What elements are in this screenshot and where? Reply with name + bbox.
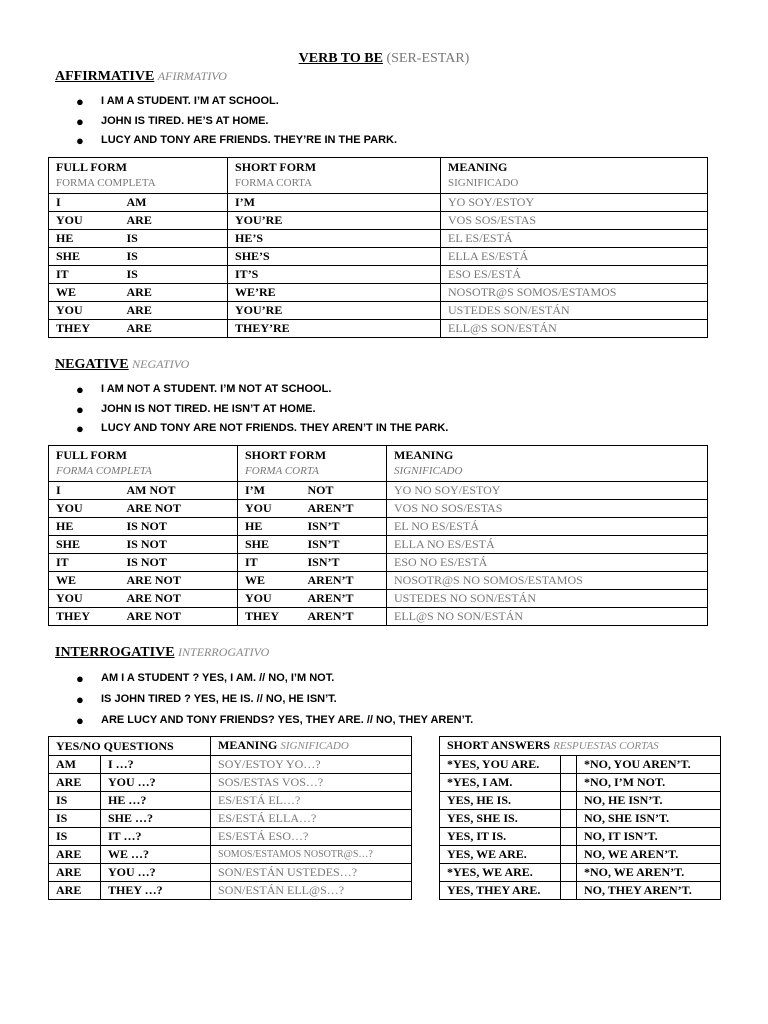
verb-cell: ARE NOT bbox=[120, 572, 238, 590]
interrogative-heading-sub: INTERROGATIVO bbox=[178, 645, 270, 659]
bullet-icon: ● bbox=[76, 713, 84, 728]
bullet-icon: ● bbox=[76, 382, 84, 397]
table-row bbox=[440, 792, 721, 810]
table-row bbox=[49, 212, 708, 230]
meaning-cell: VOS SOS/ESTAS bbox=[441, 212, 708, 230]
pronoun-cell: I bbox=[49, 194, 120, 212]
title-main: VERB TO BE bbox=[298, 51, 383, 66]
affirmative-heading-main: AFFIRMATIVE bbox=[55, 69, 155, 84]
table-row bbox=[49, 846, 412, 864]
verb-cell: IS bbox=[49, 810, 101, 828]
pronoun-cell: THEY bbox=[49, 320, 120, 338]
verb-cell: IS bbox=[120, 230, 228, 248]
pronoun-cell: WE bbox=[49, 284, 120, 302]
list-item: ● AM I A STUDENT ? YES, I AM. // NO, I’M NOT. bbox=[72, 668, 473, 689]
table-row bbox=[49, 792, 412, 810]
list-item: ● JOHN IS NOT TIRED. HE ISN’T AT HOME. bbox=[72, 400, 448, 420]
meaning-cell: ELL@S SON/ESTÁN bbox=[441, 320, 708, 338]
pronoun-cell: IT bbox=[49, 554, 120, 572]
bullet-icon: ● bbox=[76, 671, 84, 686]
table-row bbox=[49, 194, 708, 212]
verb-cell: ARE NOT bbox=[120, 500, 238, 518]
no-answer-cell: NO, SHE ISN’T. bbox=[577, 810, 721, 828]
header-short-form: SHORT FORM FORMA CORTA bbox=[228, 158, 441, 194]
table-row bbox=[49, 756, 412, 774]
table-header-row bbox=[49, 737, 412, 756]
bullet-icon: ● bbox=[76, 401, 84, 417]
negative-table bbox=[48, 445, 708, 626]
pronoun-cell: I …? bbox=[101, 756, 211, 774]
meaning-cell: NOSOTR@S NO SOMOS/ESTAMOS bbox=[387, 572, 708, 590]
meaning-cell: SOY/ESTOY YO…? bbox=[211, 756, 412, 774]
table-row bbox=[49, 608, 708, 626]
verb-cell: ARE bbox=[120, 284, 228, 302]
table-row bbox=[440, 810, 721, 828]
table-row bbox=[49, 302, 708, 320]
meaning-cell: VOS NO SOS/ESTAS bbox=[387, 500, 708, 518]
pronoun-cell: SHE bbox=[49, 536, 120, 554]
verb-cell: ARE bbox=[49, 846, 101, 864]
meaning-cell: ELL@S NO SON/ESTÁN bbox=[387, 608, 708, 626]
table-row bbox=[49, 864, 412, 882]
yes-answer-cell: YES, IT IS. bbox=[440, 828, 561, 846]
list-item: ● IS JOHN TIRED ? YES, HE IS. // NO, HE ISN’T. bbox=[72, 689, 473, 710]
table-row bbox=[49, 230, 708, 248]
short-form-cell: IT’S bbox=[228, 266, 441, 284]
header-full-form: FULL FORM FORMA COMPLETA bbox=[49, 158, 228, 194]
no-answer-cell: *NO, YOU AREN’T. bbox=[577, 756, 721, 774]
meaning-cell: SOS/ESTAS VOS…? bbox=[211, 774, 412, 792]
short-form-cell: I’M bbox=[228, 194, 441, 212]
meaning-cell: USTEDES SON/ESTÁN bbox=[441, 302, 708, 320]
spacer-cell bbox=[561, 810, 577, 828]
verb-cell: IS bbox=[49, 792, 101, 810]
header-yes-no-questions: YES/NO QUESTIONS bbox=[49, 737, 211, 756]
table-row bbox=[440, 774, 721, 792]
table-header-row bbox=[49, 446, 708, 482]
meaning-cell: EL NO ES/ESTÁ bbox=[387, 518, 708, 536]
verb-cell: IS bbox=[49, 828, 101, 846]
meaning-cell: ES/ESTÁ ELLA…? bbox=[211, 810, 412, 828]
table-row bbox=[49, 810, 412, 828]
verb-cell: AM bbox=[49, 756, 101, 774]
yes-answer-cell: *YES, WE ARE. bbox=[440, 864, 561, 882]
short-verb-cell: NOT bbox=[301, 482, 387, 500]
pronoun-cell: YOU bbox=[49, 302, 120, 320]
short-form-cell: YOU’RE bbox=[228, 212, 441, 230]
header-meaning: MEANING SIGNIFICADO bbox=[387, 446, 708, 482]
short-form-cell: HE’S bbox=[228, 230, 441, 248]
bullet-icon: ● bbox=[76, 421, 84, 436]
no-answer-cell: NO, IT ISN’T. bbox=[577, 828, 721, 846]
verb-cell: ARE bbox=[120, 302, 228, 320]
pronoun-cell: WE …? bbox=[101, 846, 211, 864]
meaning-cell: ELLA ES/ESTÁ bbox=[441, 248, 708, 266]
pronoun-cell: HE …? bbox=[101, 792, 211, 810]
verb-cell: ARE bbox=[49, 882, 101, 900]
verb-cell: ARE NOT bbox=[120, 608, 238, 626]
table-row bbox=[49, 554, 708, 572]
bullet-icon: ● bbox=[76, 113, 84, 129]
verb-cell: IS NOT bbox=[120, 554, 238, 572]
yes-answer-cell: YES, HE IS. bbox=[440, 792, 561, 810]
affirmative-heading bbox=[55, 69, 227, 85]
short-verb-cell: AREN’T bbox=[301, 590, 387, 608]
short-answers-table bbox=[439, 736, 721, 900]
short-verb-cell: ISN’T bbox=[301, 518, 387, 536]
spacer-cell bbox=[561, 756, 577, 774]
list-item: ● LUCY AND TONY ARE FRIENDS. THEY’RE IN THE PARK. bbox=[72, 131, 397, 151]
header-short-answers: SHORT ANSWERS RESPUESTAS CORTAS bbox=[440, 737, 721, 756]
pronoun-cell: IT bbox=[49, 266, 120, 284]
yes-no-questions-table bbox=[48, 736, 412, 900]
meaning-cell: NOSOTR@S SOMOS/ESTAMOS bbox=[441, 284, 708, 302]
meaning-cell: USTEDES NO SON/ESTÁN bbox=[387, 590, 708, 608]
table-row bbox=[49, 774, 412, 792]
pronoun-cell: YOU …? bbox=[101, 864, 211, 882]
pronoun-cell: I bbox=[49, 482, 120, 500]
affirmative-heading-sub: AFIRMATIVO bbox=[157, 69, 227, 83]
bullet-icon: ● bbox=[76, 692, 84, 707]
spacer-cell bbox=[561, 846, 577, 864]
affirmative-table bbox=[48, 157, 708, 338]
yes-answer-cell: *YES, I AM. bbox=[440, 774, 561, 792]
yes-answer-cell: YES, SHE IS. bbox=[440, 810, 561, 828]
table-row bbox=[49, 518, 708, 536]
meaning-cell: SOMOS/ESTAMOS NOSOTR@S…? bbox=[211, 846, 412, 864]
table-header-row bbox=[49, 158, 708, 194]
short-verb-cell: ISN’T bbox=[301, 536, 387, 554]
verb-cell: AM NOT bbox=[120, 482, 238, 500]
verb-cell: IS NOT bbox=[120, 518, 238, 536]
table-row bbox=[49, 320, 708, 338]
yes-answer-cell: YES, WE ARE. bbox=[440, 846, 561, 864]
no-answer-cell: NO, WE AREN’T. bbox=[577, 846, 721, 864]
short-pronoun-cell: I’M bbox=[238, 482, 301, 500]
short-form-cell: SHE’S bbox=[228, 248, 441, 266]
spacer-cell bbox=[561, 828, 577, 846]
table-row bbox=[440, 882, 721, 900]
short-form-cell: YOU’RE bbox=[228, 302, 441, 320]
short-pronoun-cell: YOU bbox=[238, 590, 301, 608]
short-pronoun-cell: IT bbox=[238, 554, 301, 572]
pronoun-cell: YOU …? bbox=[101, 774, 211, 792]
table-row bbox=[440, 846, 721, 864]
yes-answer-cell: *YES, YOU ARE. bbox=[440, 756, 561, 774]
short-pronoun-cell: WE bbox=[238, 572, 301, 590]
short-pronoun-cell: YOU bbox=[238, 500, 301, 518]
pronoun-cell: YOU bbox=[49, 590, 120, 608]
table-row bbox=[49, 266, 708, 284]
meaning-cell: YO SOY/ESTOY bbox=[441, 194, 708, 212]
verb-cell: IS NOT bbox=[120, 536, 238, 554]
meaning-cell: ELLA NO ES/ESTÁ bbox=[387, 536, 708, 554]
list-item: ● ARE LUCY AND TONY FRIENDS? YES, THEY ARE. // NO, THEY AREN’T. bbox=[72, 710, 473, 731]
table-row bbox=[49, 882, 412, 900]
pronoun-cell: THEY …? bbox=[101, 882, 211, 900]
pronoun-cell: WE bbox=[49, 572, 120, 590]
spacer-cell bbox=[561, 792, 577, 810]
spacer-cell bbox=[561, 882, 577, 900]
table-row bbox=[440, 864, 721, 882]
negative-heading bbox=[55, 357, 189, 373]
list-item: ● JOHN IS TIRED. HE’S AT HOME. bbox=[72, 112, 397, 132]
bullet-icon: ● bbox=[76, 133, 84, 148]
no-answer-cell: NO, HE ISN’T. bbox=[577, 792, 721, 810]
table-row bbox=[440, 828, 721, 846]
interrogative-heading-main: INTERROGATIVE bbox=[55, 645, 175, 660]
meaning-cell: ESO ES/ESTÁ bbox=[441, 266, 708, 284]
header-short-form: SHORT FORM FORMA CORTA bbox=[238, 446, 387, 482]
affirmative-examples bbox=[72, 92, 397, 151]
table-row bbox=[49, 572, 708, 590]
verb-cell: ARE bbox=[120, 320, 228, 338]
table-row bbox=[49, 482, 708, 500]
verb-cell: AM bbox=[120, 194, 228, 212]
table-row bbox=[49, 828, 412, 846]
table-row bbox=[49, 536, 708, 554]
list-item: ● LUCY AND TONY ARE NOT FRIENDS. THEY AREN’T IN THE PARK. bbox=[72, 419, 448, 439]
table-row bbox=[49, 248, 708, 266]
negative-heading-main: NEGATIVE bbox=[55, 357, 129, 372]
list-item: ● I AM A STUDENT. I’M AT SCHOOL. bbox=[72, 92, 397, 112]
interrogative-heading bbox=[55, 645, 269, 661]
table-row bbox=[49, 500, 708, 518]
verb-cell: IS bbox=[120, 248, 228, 266]
verb-cell: ARE bbox=[49, 774, 101, 792]
verb-cell: ARE bbox=[120, 212, 228, 230]
verb-cell: ARE NOT bbox=[120, 590, 238, 608]
short-verb-cell: AREN’T bbox=[301, 608, 387, 626]
spacer-cell bbox=[561, 774, 577, 792]
short-pronoun-cell: HE bbox=[238, 518, 301, 536]
meaning-cell: ES/ESTÁ ESO…? bbox=[211, 828, 412, 846]
short-form-cell: THEY’RE bbox=[228, 320, 441, 338]
title-sub: (SER-ESTAR) bbox=[386, 51, 470, 66]
pronoun-cell: SHE bbox=[49, 248, 120, 266]
spacer-cell bbox=[561, 864, 577, 882]
header-full-form: FULL FORM FORMA COMPLETA bbox=[49, 446, 238, 482]
short-verb-cell: AREN’T bbox=[301, 500, 387, 518]
document-title bbox=[0, 51, 768, 67]
header-meaning: MEANING SIGNIFICADO bbox=[211, 737, 412, 756]
table-header-row bbox=[440, 737, 721, 756]
interrogative-examples bbox=[72, 668, 473, 731]
pronoun-cell: YOU bbox=[49, 212, 120, 230]
meaning-cell: EL ES/ESTÁ bbox=[441, 230, 708, 248]
pronoun-cell: YOU bbox=[49, 500, 120, 518]
bullet-icon: ● bbox=[76, 94, 84, 109]
yes-answer-cell: YES, THEY ARE. bbox=[440, 882, 561, 900]
short-pronoun-cell: SHE bbox=[238, 536, 301, 554]
short-pronoun-cell: THEY bbox=[238, 608, 301, 626]
pronoun-cell: HE bbox=[49, 518, 120, 536]
table-row bbox=[49, 590, 708, 608]
meaning-cell: YO NO SOY/ESTOY bbox=[387, 482, 708, 500]
negative-heading-sub: NEGATIVO bbox=[132, 357, 190, 371]
meaning-cell: ESO NO ES/ESTÁ bbox=[387, 554, 708, 572]
short-form-cell: WE’RE bbox=[228, 284, 441, 302]
list-item: ● I AM NOT A STUDENT. I’M NOT AT SCHOOL. bbox=[72, 380, 448, 400]
table-row bbox=[49, 284, 708, 302]
short-verb-cell: AREN’T bbox=[301, 572, 387, 590]
verb-cell: ARE bbox=[49, 864, 101, 882]
pronoun-cell: THEY bbox=[49, 608, 120, 626]
short-verb-cell: ISN’T bbox=[301, 554, 387, 572]
no-answer-cell: *NO, I’M NOT. bbox=[577, 774, 721, 792]
negative-examples bbox=[72, 380, 448, 439]
pronoun-cell: HE bbox=[49, 230, 120, 248]
meaning-cell: SON/ESTÁN USTEDES…? bbox=[211, 864, 412, 882]
no-answer-cell: NO, THEY AREN’T. bbox=[577, 882, 721, 900]
pronoun-cell: SHE …? bbox=[101, 810, 211, 828]
table-row bbox=[440, 756, 721, 774]
header-meaning: MEANING SIGNIFICADO bbox=[441, 158, 708, 194]
verb-cell: IS bbox=[120, 266, 228, 284]
meaning-cell: ES/ESTÁ EL…? bbox=[211, 792, 412, 810]
no-answer-cell: *NO, WE AREN’T. bbox=[577, 864, 721, 882]
pronoun-cell: IT …? bbox=[101, 828, 211, 846]
meaning-cell: SON/ESTÁN ELL@S…? bbox=[211, 882, 412, 900]
